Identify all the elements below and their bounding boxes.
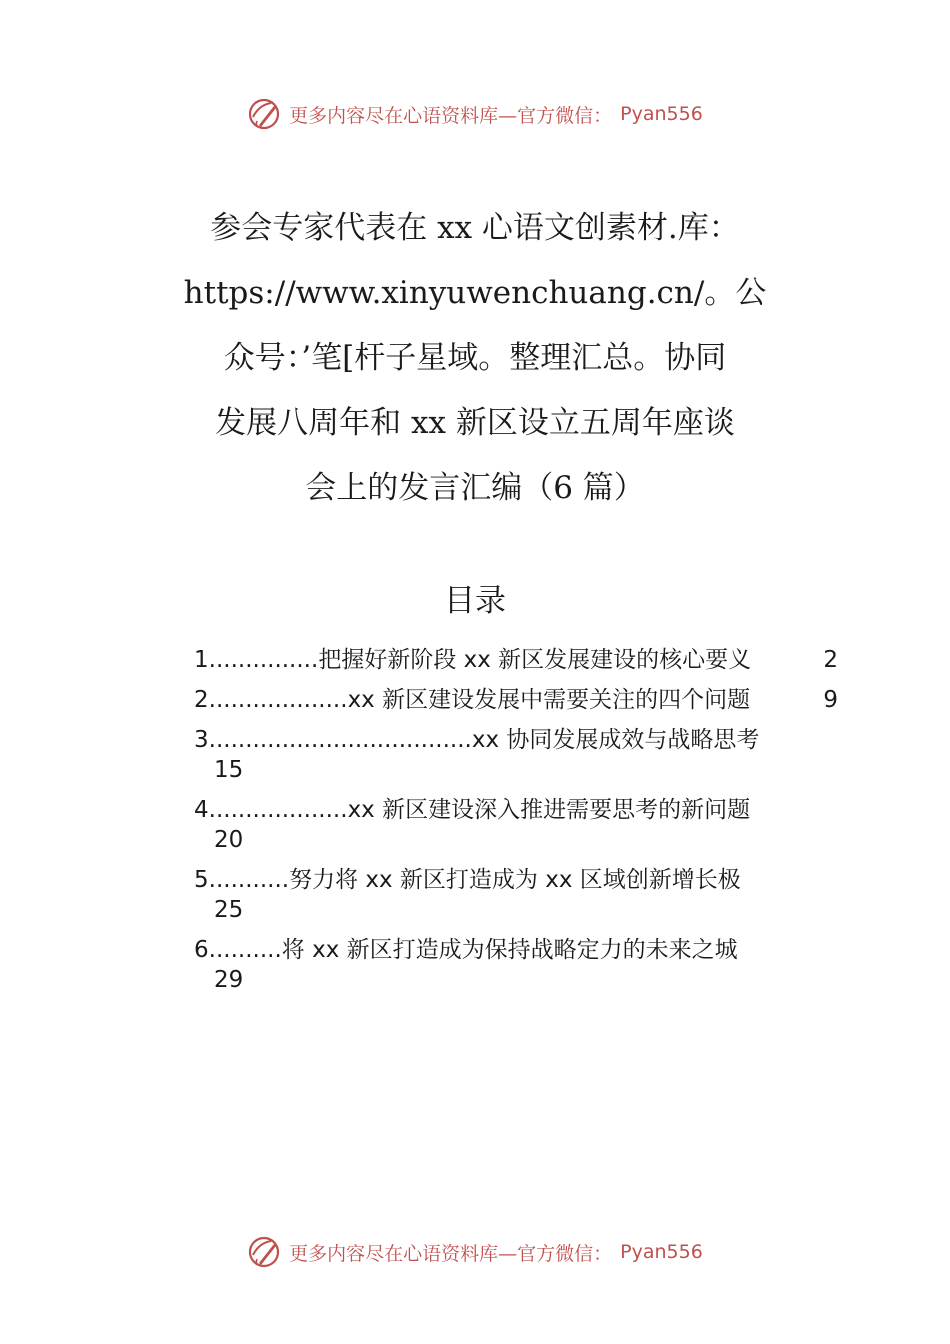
toc-item-4[interactable] — [194, 795, 854, 855]
toc-item-page: 2 — [823, 647, 838, 673]
toc-item-title: xx 新区建设深入推进需要思考的新问题 — [347, 797, 751, 823]
title-line-2: https://www.xinyuwenchuang.cn/。公 — [183, 275, 767, 311]
footer-banner-text: 更多内容尽在心语资料库—官方微信： — [289, 1242, 613, 1265]
title-line-3: 众号：’笔[杆子星域。整理汇总。协同 — [223, 340, 727, 376]
toc-item-title: 将 xx 新区打造成为保持战略定力的未来之城 — [281, 937, 738, 963]
toc-item-page: 25 — [214, 897, 244, 923]
toc-item-leader: .................................... — [208, 727, 472, 753]
toc-item-1[interactable] — [194, 645, 854, 675]
title-line-1: 参会专家代表在 xx 心语文创素材.库： — [210, 210, 740, 246]
toc-item-number: 1 — [194, 647, 209, 673]
toc-item-5[interactable] — [194, 865, 854, 925]
pen-logo-icon — [247, 1235, 281, 1269]
toc-item-page: 15 — [214, 757, 244, 783]
toc-item-leader: .......... — [208, 937, 282, 963]
toc-item-2[interactable] — [194, 685, 854, 715]
header-banner — [0, 94, 950, 134]
toc-item-number: 6 — [194, 937, 209, 963]
toc-item-leader: ................... — [208, 797, 348, 823]
toc-heading: 目录 — [444, 583, 506, 619]
toc-item-3[interactable] — [194, 725, 854, 785]
table-of-contents — [194, 645, 854, 1005]
toc-item-title: 努力将 xx 新区打造成为 xx 区域创新增长极 — [289, 867, 741, 893]
toc-item-page: 20 — [214, 827, 244, 853]
footer-banner-wechat: Pyan556 — [620, 1241, 703, 1263]
toc-item-number: 2 — [194, 687, 209, 713]
toc-item-number: 4 — [194, 797, 209, 823]
toc-item-leader: ............... — [208, 647, 319, 673]
document-title — [160, 196, 790, 521]
toc-item-number: 3 — [194, 727, 209, 753]
toc-item-leader: ........... — [208, 867, 290, 893]
toc-item-leader: ................... — [208, 687, 348, 713]
toc-item-6[interactable] — [194, 935, 854, 995]
footer-banner — [0, 1232, 950, 1272]
title-line-5: 会上的发言汇编（6 篇） — [305, 470, 645, 506]
toc-item-title: 把握好新阶段 xx 新区发展建设的核心要义 — [318, 647, 752, 673]
toc-item-title: xx 协同发展成效与战略思考 — [471, 727, 760, 753]
header-banner-wechat: Pyan556 — [620, 103, 703, 125]
toc-item-title: xx 新区建设发展中需要关注的四个问题 — [347, 687, 751, 713]
toc-item-page: 29 — [214, 967, 244, 993]
title-line-4: 发展八周年和 xx 新区设立五周年座谈 — [215, 405, 735, 441]
toc-item-number: 5 — [194, 867, 209, 893]
header-banner-text: 更多内容尽在心语资料库—官方微信： — [289, 104, 613, 127]
pen-logo-icon — [247, 97, 281, 131]
toc-item-page: 9 — [823, 687, 838, 713]
